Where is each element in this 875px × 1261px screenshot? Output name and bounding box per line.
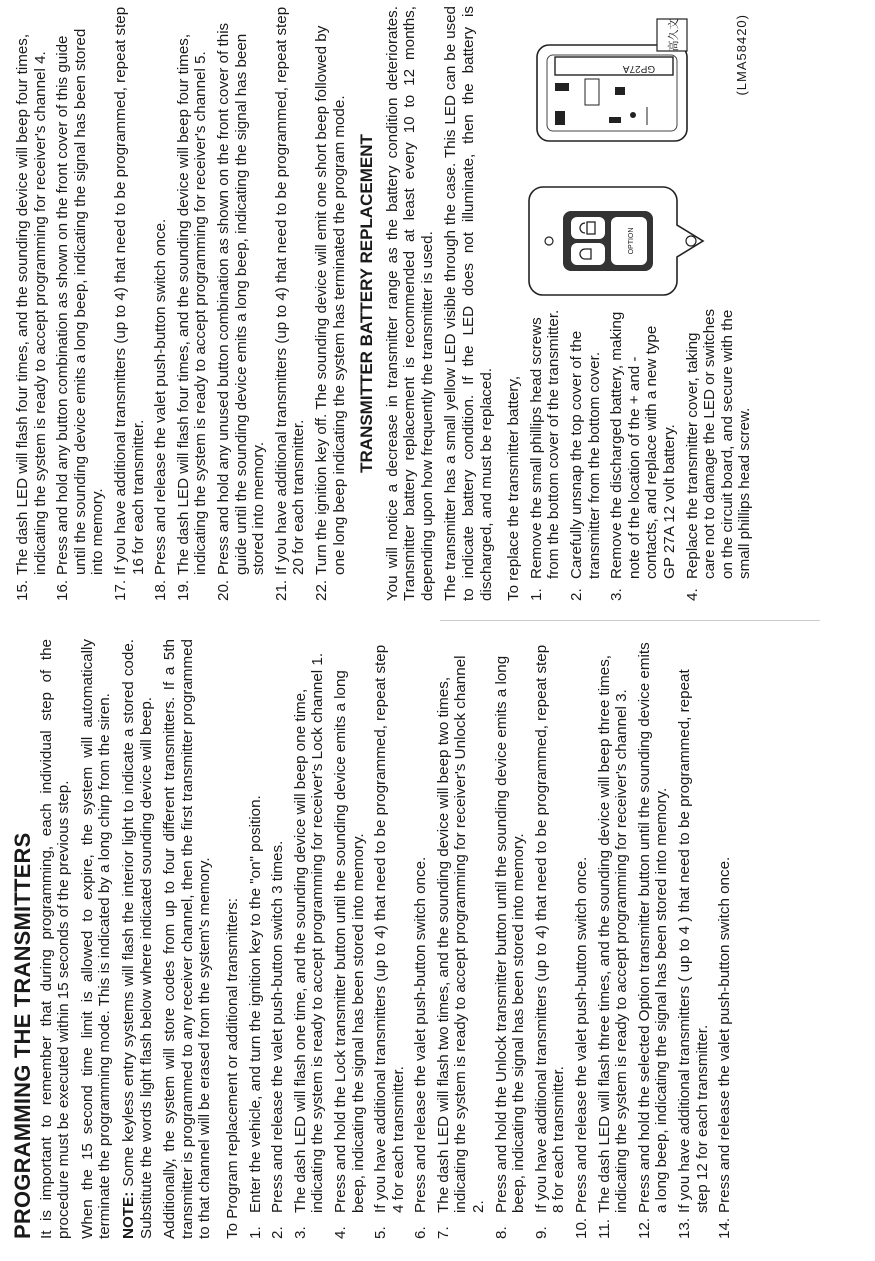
open-transmitter-illustration <box>529 11 699 151</box>
step-number: 4. <box>331 1226 349 1239</box>
paragraph: Additionally, the system will store codes from up to four different transmitters. If a 5th transmitter is programmed to any receiver channel, then the first transmitter programmed to that channel will be erased from the system's memory. <box>161 639 214 1239</box>
step-item <box>273 6 308 601</box>
step-item <box>54 6 107 601</box>
battery-section <box>505 6 754 601</box>
step-number: 22. <box>312 579 330 601</box>
step-number: 3. <box>608 588 626 601</box>
paragraph: When the 15 second time limit is allowed to expire, the system will automatically terminate the programming mode. This is indicated by a long chirp from the siren. <box>78 639 114 1239</box>
step-number: 4. <box>683 588 701 601</box>
step-item <box>152 6 170 601</box>
step-item <box>269 639 287 1239</box>
step-number: 13. <box>676 1217 693 1239</box>
step-text: Remove the discharged battery, making note of the location of the + and - contacts, and replace with a new type GP 27A 12 volt battery. <box>608 311 678 579</box>
step-number: 12. <box>635 1217 653 1239</box>
steps-intro: To replace the transmitter battery, <box>505 375 523 601</box>
step-number: 1. <box>527 588 545 601</box>
battery-steps <box>528 301 754 601</box>
left-column <box>10 639 739 1239</box>
document-code: (LMA58420) <box>734 14 750 96</box>
step-text: The dash LED will flash four times, and the sounding device will beep four times, indicating the system is ready to accept programming for receiver's channel 4. <box>14 33 49 575</box>
step-number: 5. <box>372 1226 390 1239</box>
step-item <box>493 639 528 1239</box>
step-number: 2. <box>269 1226 287 1239</box>
step-number: 11. <box>595 1219 613 1239</box>
right-column <box>14 6 759 601</box>
step-number: 8. <box>492 1226 510 1239</box>
step-number: 10. <box>573 1217 591 1239</box>
step-number: 2. <box>568 588 586 601</box>
step-item <box>676 639 711 1239</box>
step-number: 1. <box>246 1226 264 1239</box>
note-text: Some keyless entry systems will flash the interior light to indicate a stored code. Substitute the words light flash below where indicated sounding device will beep. <box>119 639 155 1239</box>
step-number: 7. <box>434 1226 452 1239</box>
step-item <box>412 639 430 1239</box>
step-text: Press and release the valet push-button switch once. <box>716 856 734 1213</box>
step-item <box>14 6 49 601</box>
step-item <box>573 639 591 1239</box>
step-item <box>568 301 603 601</box>
step-item <box>636 639 671 1239</box>
step-text: The dash LED will flash four times, and the sounding device will beep four times, indicating the system is ready to accept programming for receiver's channel 5. <box>174 33 210 575</box>
option-button-label: OPTION <box>628 227 636 255</box>
section-title: TRANSMITTER BATTERY REPLACEMENT <box>357 134 377 473</box>
step-item <box>332 639 367 1239</box>
divider <box>440 620 820 621</box>
step-text: Press and release the valet push-button switch once. <box>412 856 430 1213</box>
step-item <box>372 639 407 1239</box>
step-item <box>313 6 348 601</box>
step-item <box>292 639 327 1239</box>
programming-steps-continued <box>14 6 348 601</box>
step-number: 18. <box>152 579 170 601</box>
step-item <box>684 301 754 601</box>
step-text: Carefully unsnap the top cover of the transmitter from the bottom cover. <box>568 330 603 579</box>
step-number: 9. <box>532 1226 550 1239</box>
paragraph: You will notice a decrease in transmitter range as the battery condition deteriorates. Transmitter battery replacement is recommended at least every 10 to 12 months, depending upon how frequently the transmitter is used. <box>383 6 436 601</box>
step-text: Press and hold any button combination as shown on the front cover of this guide until the sounding device emits a long beep, indicating the signal has been stored into memory. <box>54 28 107 575</box>
step-number: 14. <box>716 1217 734 1239</box>
step-text: If you have additional transmitters (up to 4) that need to be programmed, repeat step 16 for each transmitter. <box>111 6 147 575</box>
step-text: The dash LED will flash one time, and the sounding device will beep one time, indicating the system is ready to accept programming for receiver's Lock channel 1. <box>291 652 327 1213</box>
step-text: Press and hold any unused button combination as shown on the front cover of this guide until the sounding device emits a long beep, indicating the signal has been stored into memory. <box>214 22 268 575</box>
step-text: Press and hold the Lock transmitter button until the sounding device emits a long beep, indicating the signal has been stored into memory. <box>331 670 367 1213</box>
paragraph: It is important to remember that during programming, each individual step of the procedure must be executed within 15 seconds of the previous step. <box>37 639 73 1239</box>
step-item <box>596 639 631 1239</box>
step-text: Replace the transmitter cover, taking care not to damage the LED or switches on the circuit board, and secure with the small phillips head screw. <box>683 308 754 579</box>
step-number: 19. <box>174 579 192 601</box>
steps-intro: To Program replacement or additional transmitters: <box>223 897 241 1239</box>
step-number: 17. <box>111 579 129 601</box>
paragraph: The transmitter has a small yellow LED visible through the case. This LED can be used to indicate battery condition. If the LED does not illuminate, then the battery is discharged, and must be replaced. <box>442 6 495 601</box>
step-text: Remove the small phillips head screws from the bottom cover of the transmitter. <box>527 309 563 579</box>
step-text: The dash LED will flash three times, and the sounding device will beep three times, indicating the system is ready to accept programming for receiver's channel 3. <box>595 654 631 1213</box>
page-title: PROGRAMMING THE TRANSMITTERS <box>10 832 35 1239</box>
step-number: 15. <box>14 579 31 601</box>
step-text: Enter the vehicle, and turn the ignition key to the "on" position. <box>246 795 264 1213</box>
step-item <box>112 6 147 601</box>
step-number: 20. <box>214 579 232 601</box>
step-text: Press and release the valet push-button switch 3 times. <box>269 840 287 1213</box>
step-text: Press and hold the Unlock transmitter button until the sounding device emits a long beep, indicating the signal has been stored into memory. <box>492 655 528 1213</box>
step-item <box>528 301 563 601</box>
note <box>120 639 155 1239</box>
step-number: 3. <box>291 1226 309 1239</box>
step-text: The dash LED will flash two times, and the sounding device will beep two times, indicating the system is ready to accept programming for receiver's Unlock channel 2. <box>434 655 488 1213</box>
note-label: NOTE: <box>119 1191 137 1239</box>
remote-transmitter-illustration <box>523 151 723 301</box>
step-item <box>175 6 210 601</box>
step-number: 16. <box>54 579 72 601</box>
programming-steps <box>247 639 734 1239</box>
step-text: If you have additional transmitters (up to 4) that need to be programmed, repeat step 4 for each transmitter. <box>372 644 407 1213</box>
step-text: Press and release the valet push-button switch once. <box>573 856 591 1213</box>
step-text: Turn the ignition key off. The sounding device will emit one short beep followed by one long beep indicating the system has terminated the program mode. <box>312 25 348 575</box>
step-item <box>608 301 678 601</box>
step-item <box>247 639 265 1239</box>
step-item <box>716 639 734 1239</box>
step-text: If you have additional transmitters (up to 4) that need to be programmed, repeat step 20 for each transmitter. <box>272 6 308 575</box>
step-text: If you have additional transmitters ( up to 4 ) that need to be programmed, repeat step 12 for each transmitter. <box>676 669 711 1213</box>
step-item <box>533 639 568 1239</box>
step-item <box>435 639 488 1239</box>
step-text: Press and hold the selected Option transmitter button until the sounding device emits a long beep, indicating the signal has been stored into memory. <box>635 642 671 1213</box>
stamp-text: 高久文 <box>667 18 681 52</box>
step-number: 6. <box>412 1226 430 1239</box>
step-text: Press and release the valet push-button switch once. <box>152 218 170 575</box>
step-number: 21. <box>272 579 290 601</box>
step-text: If you have additional transmitters (up to 4) that need to be programmed, repeat step 8 for each transmitter. <box>532 644 568 1213</box>
battery-label: GP27A <box>623 63 656 74</box>
step-item <box>215 6 268 601</box>
